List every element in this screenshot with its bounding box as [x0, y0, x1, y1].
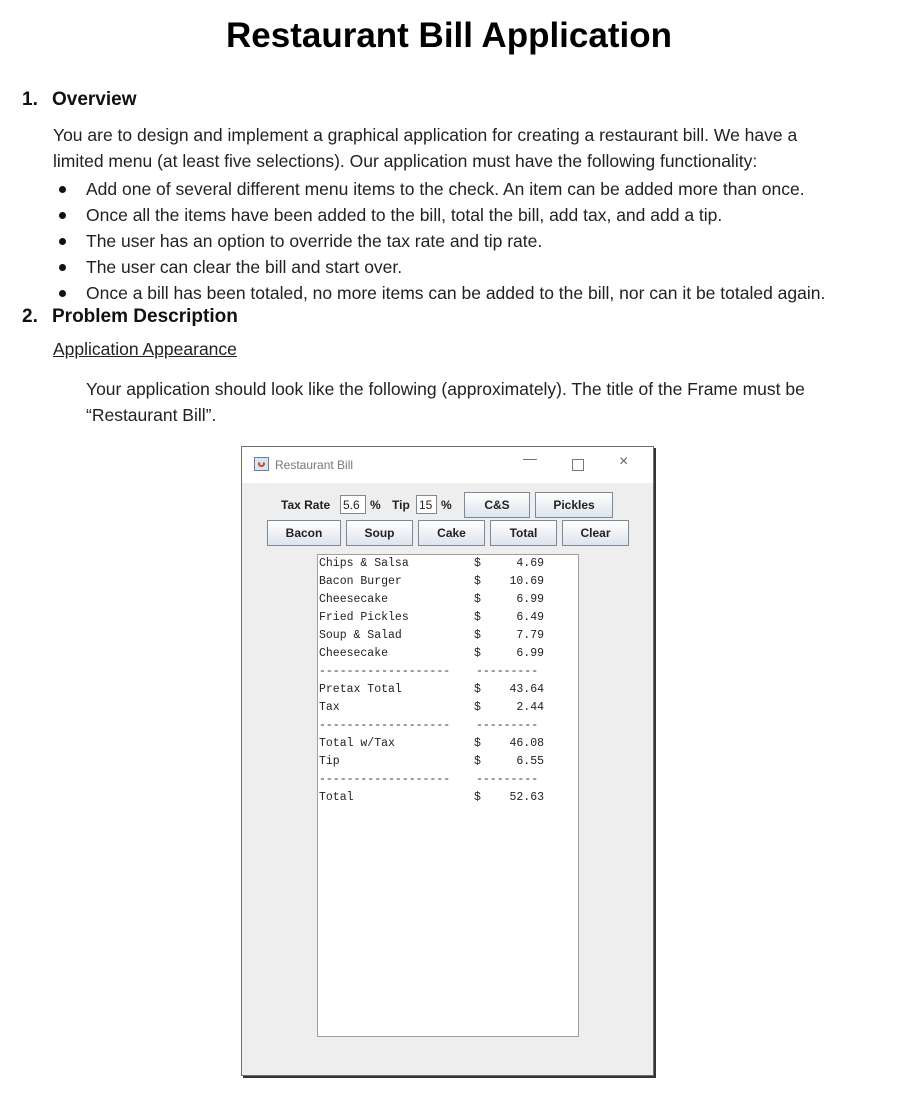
section-number: 1.: [22, 89, 38, 110]
item-name: Chips & Salsa: [319, 557, 409, 570]
paragraph-line: Your application should look like the following (approximately). The title of the Frame must be: [86, 379, 805, 399]
item-name: Cheesecake: [319, 647, 389, 660]
currency-symbol: $: [474, 791, 481, 804]
item-name: Soup & Salad: [319, 629, 402, 642]
appearance-paragraph: [86, 376, 884, 428]
cake-button[interactable]: Cake: [418, 520, 485, 546]
currency-symbol: $: [474, 611, 481, 624]
minimize-icon[interactable]: —: [523, 450, 537, 466]
bill-separator: [318, 717, 578, 735]
list-item-text: The user can clear the bill and start over.: [86, 257, 403, 277]
section-number: 2.: [22, 306, 38, 327]
item-amount: 6.49: [516, 611, 544, 624]
window-titlebar[interactable]: [242, 447, 653, 483]
java-app-icon: [254, 457, 269, 471]
bill-line-item: [318, 609, 578, 627]
application-appearance-subheading: Application Appearance: [53, 339, 237, 359]
tax-percent-label: %: [370, 498, 381, 512]
section-heading-text: Overview: [52, 89, 137, 110]
list-item-text: Once all the items have been added to the bill, total the bill, add tax, and add a tip.: [86, 205, 723, 225]
overview-paragraph: [53, 122, 883, 174]
pretax-label: Pretax Total: [319, 683, 402, 696]
list-item-text: Add one of several different menu items to the check. An item can be added more than once.: [86, 179, 805, 199]
item-amount: 10.69: [509, 575, 544, 588]
separator-left: -------------------: [319, 773, 451, 786]
currency-symbol: $: [474, 737, 481, 750]
bullet-icon: [59, 238, 66, 245]
tip-amount-label: Tip: [319, 755, 340, 768]
item-amount: 4.69: [516, 557, 544, 570]
bill-line-item: [318, 591, 578, 609]
chips-salsa-button[interactable]: C&S: [464, 492, 530, 518]
close-icon[interactable]: ×: [619, 453, 629, 470]
tax-amount: 2.44: [516, 701, 544, 714]
bill-separator: [318, 771, 578, 789]
pretax-total-row: [318, 681, 578, 699]
section-heading-text: Problem Description: [52, 306, 238, 327]
bill-text-area[interactable]: [317, 554, 579, 1037]
soup-button[interactable]: Soup: [346, 520, 413, 546]
paragraph-line: limited menu (at least five selections). Our application must have the following functionality:: [53, 151, 758, 171]
tip-amount: 6.55: [516, 755, 544, 768]
total-amount: 52.63: [509, 791, 544, 804]
currency-symbol: $: [474, 647, 481, 660]
bill-line-item: [318, 645, 578, 663]
paragraph-line: You are to design and implement a graphical application for creating a restaurant bill. We have a: [53, 125, 798, 145]
bill-line-item: [318, 627, 578, 645]
clear-button[interactable]: Clear: [562, 520, 629, 546]
bill-line-item: [318, 555, 578, 573]
item-amount: 6.99: [516, 593, 544, 606]
pickles-button[interactable]: Pickles: [535, 492, 613, 518]
bullet-icon: [59, 186, 66, 193]
item-amount: 6.99: [516, 647, 544, 660]
document-title: Restaurant Bill Application: [226, 16, 672, 55]
currency-symbol: $: [474, 683, 481, 696]
total-tax-amount: 46.08: [509, 737, 544, 750]
tip-row: [318, 753, 578, 771]
bacon-button[interactable]: Bacon: [267, 520, 341, 546]
list-item: [53, 254, 888, 280]
list-item: [53, 280, 888, 306]
currency-symbol: $: [474, 575, 481, 588]
section-overview-heading: [22, 89, 137, 111]
pretax-amount: 43.64: [509, 683, 544, 696]
bill-separator: [318, 663, 578, 681]
bullet-icon: [59, 264, 66, 271]
list-item-text: Once a bill has been totaled, no more items can be added to the bill, nor can it be totaled again.: [86, 283, 826, 303]
tip-rate-input[interactable]: 15: [416, 495, 437, 514]
tax-rate-label: Tax Rate: [281, 498, 331, 512]
total-tax-label: Total w/Tax: [319, 737, 395, 750]
tip-percent-label: %: [441, 498, 452, 512]
total-label: Total: [319, 791, 354, 804]
currency-symbol: $: [474, 755, 481, 768]
currency-symbol: $: [474, 593, 481, 606]
bullet-icon: [59, 212, 66, 219]
tax-row: [318, 699, 578, 717]
separator-right: ---------: [476, 773, 539, 786]
section-problem-heading: [22, 306, 238, 328]
total-button[interactable]: Total: [490, 520, 557, 546]
bullet-icon: [59, 290, 66, 297]
tax-rate-input[interactable]: 5.6: [340, 495, 366, 514]
restaurant-bill-window: [241, 446, 654, 1076]
rate-toolbar: [242, 492, 653, 518]
paragraph-line: “Restaurant Bill”.: [86, 405, 217, 425]
currency-symbol: $: [474, 557, 481, 570]
list-item: [53, 176, 888, 202]
bill-line-item: [318, 573, 578, 591]
functionality-list: [53, 176, 888, 306]
list-item: [53, 228, 888, 254]
item-name: Cheesecake: [319, 593, 389, 606]
window-title: Restaurant Bill: [275, 458, 354, 472]
separator-left: -------------------: [319, 665, 451, 678]
item-name: Fried Pickles: [319, 611, 409, 624]
separator-right: ---------: [476, 665, 539, 678]
grand-total-row: [318, 789, 578, 807]
list-item-text: The user has an option to override the tax rate and tip rate.: [86, 231, 543, 251]
total-with-tax-row: [318, 735, 578, 753]
currency-symbol: $: [474, 629, 481, 642]
tip-label: Tip: [392, 498, 410, 512]
item-name: Bacon Burger: [319, 575, 402, 588]
separator-right: ---------: [476, 719, 539, 732]
item-amount: 7.79: [516, 629, 544, 642]
tax-label: Tax: [319, 701, 340, 714]
maximize-icon[interactable]: [572, 459, 584, 471]
separator-left: -------------------: [319, 719, 451, 732]
currency-symbol: $: [474, 701, 481, 714]
list-item: [53, 202, 888, 228]
